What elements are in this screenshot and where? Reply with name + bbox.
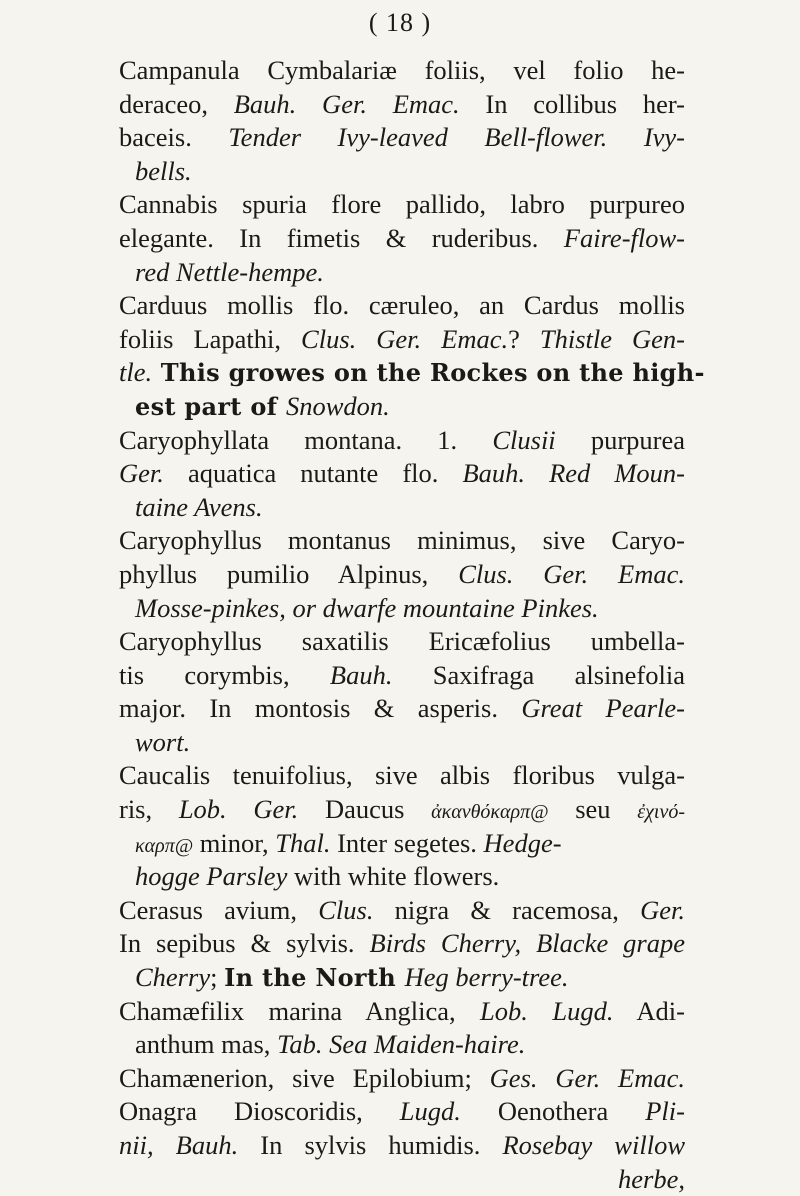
text-segment: Clus.: [318, 894, 374, 925]
text-segment: Mosse-pinkes, or dwarfe mountaine Pinkes.: [135, 592, 599, 623]
text-segment: Snowdon.: [285, 390, 390, 421]
text-line: [119, 222, 685, 256]
body-text: [119, 54, 705, 1196]
text-segment: Caryophyllata montana. 1.: [119, 424, 493, 455]
text-line: [119, 1129, 685, 1163]
text-segment: Heg berry-tree.: [404, 962, 569, 993]
text-line: [119, 759, 685, 793]
text-segment: Daucus: [298, 794, 432, 825]
text-segment: Oenothera: [460, 1096, 646, 1127]
text-segment: nigra & racemosa,: [373, 894, 641, 925]
text-segment: aquatica nutante flo.: [163, 458, 463, 489]
text-segment: minor,: [193, 827, 276, 858]
text-segment: Chamæfilix marina Anglica,: [119, 995, 481, 1026]
text-segment: Clusii: [492, 424, 556, 455]
text-segment: Bauh. Red Moun-: [462, 458, 685, 489]
text-segment: Caucalis tenuifolius, sive albis floribus vulga-: [119, 760, 685, 791]
text-segment: Cerasus avium,: [119, 894, 319, 925]
text-segment: Thistle Gen-: [539, 323, 685, 354]
text-line: [119, 995, 685, 1029]
text-segment: phyllus pumilio Alpinus,: [119, 558, 459, 589]
text-segment: Lob. Ger.: [178, 794, 299, 825]
text-line: [119, 356, 705, 390]
text-segment: Rosebay willow: [502, 1130, 685, 1160]
text-segment: Carduus mollis flo. cæruleo, an Cardus mollis: [119, 290, 685, 321]
text-segment: red Nettle-hempe.: [135, 256, 324, 287]
text-segment: In collibus her-: [459, 88, 685, 119]
text-segment: Hedge-: [483, 827, 562, 858]
text-segment: Faire-flow-: [563, 222, 685, 253]
text-segment: tle.: [119, 357, 153, 388]
text-segment: In sepibus & sylvis.: [119, 928, 370, 959]
text-line: [119, 457, 685, 491]
text-segment: baceis.: [119, 122, 229, 153]
text-line: [119, 927, 685, 961]
text-line: [119, 155, 685, 189]
text-segment: Pli-: [645, 1096, 685, 1127]
text-segment: seu: [548, 794, 638, 825]
text-line: [119, 860, 685, 894]
text-line: [119, 726, 685, 760]
text-line: [119, 289, 685, 323]
text-segment: Bauh. Ger. Emac.: [233, 88, 460, 119]
text-segment: Birds Cherry, Blacke grape: [369, 928, 685, 959]
text-line: [119, 88, 685, 122]
text-segment: taine Avens.: [135, 491, 263, 522]
text-line: [119, 625, 685, 659]
text-line: [119, 592, 685, 626]
text-segment: Lob. Lugd.: [480, 995, 614, 1026]
text-segment: anthum mas,: [135, 1029, 278, 1060]
text-segment: Saxifraga alsinefolia: [392, 659, 685, 690]
text-line: [119, 491, 685, 525]
text-segment: This growes on the Rockes on the high-: [152, 358, 705, 388]
text-segment: ;: [210, 962, 225, 993]
text-segment: Campanula Cymbalariæ foliis, vel folio he-: [119, 55, 685, 85]
text-segment: Lugd.: [399, 1096, 461, 1127]
text-segment: Ger.: [119, 458, 164, 489]
text-segment: Caryophyllus montanus minimus, sive Caryo-: [119, 525, 685, 556]
text-segment: Tab. Sea Maiden-haire.: [277, 1029, 526, 1060]
text-segment: Thal.: [275, 827, 331, 858]
text-line: [119, 524, 685, 558]
text-line: [119, 1062, 685, 1096]
text-line: [119, 1028, 685, 1062]
text-segment: Clus. Ger. Emac.: [458, 558, 686, 589]
text-segment: Tender Ivy-leaved Bell-flower. Ivy-: [228, 122, 685, 153]
text-line: [119, 793, 685, 827]
text-segment: herbe,: [618, 1163, 685, 1194]
text-line: [119, 692, 685, 726]
text-line: [119, 894, 685, 928]
text-line: [119, 659, 685, 693]
text-segment: In sylvis humidis.: [238, 1130, 503, 1160]
text-segment: Onagra Dioscoridis,: [119, 1096, 400, 1127]
text-segment: Cannabis spuria flore pallido, labro purpureo: [119, 189, 685, 220]
text-segment: Cherry: [135, 962, 211, 993]
text-segment: Adi-: [613, 995, 685, 1026]
text-segment: Ges. Ger. Emac.: [489, 1062, 685, 1093]
text-line: [119, 1163, 685, 1196]
text-line: [119, 121, 685, 155]
text-segment: Great Pearle-: [521, 693, 685, 724]
text-line: [119, 558, 685, 592]
text-segment: wort.: [135, 726, 191, 757]
page-number: ( 18 ): [368, 8, 432, 37]
text-segment: major. In montosis & asperis.: [119, 693, 522, 724]
text-line: [119, 188, 685, 222]
text-segment: Inter segetes.: [330, 827, 484, 858]
text-segment: ?: [508, 323, 540, 354]
text-line: [119, 256, 685, 290]
text-line: [119, 827, 685, 861]
text-segment: ris,: [119, 794, 179, 825]
text-segment: bells.: [135, 155, 192, 186]
text-segment: καρπ@: [135, 834, 194, 857]
text-segment: est part of: [135, 391, 286, 421]
text-line: [119, 1095, 685, 1129]
text-segment: deraceo,: [119, 88, 234, 119]
text-segment: hogge Parsley: [135, 861, 288, 892]
text-segment: purpurea: [555, 424, 685, 455]
text-segment: ἐχινό-: [637, 801, 686, 824]
text-segment: Caryophyllus saxatilis Ericæfolius umbella-: [119, 626, 685, 657]
text-segment: In the North: [224, 963, 405, 993]
text-segment: tis corymbis,: [119, 659, 330, 690]
text-segment: Ger.: [640, 894, 685, 925]
text-segment: foliis Lapathi,: [119, 323, 302, 354]
text-segment: with white flowers.: [287, 861, 500, 892]
text-segment: elegante. In fimetis & ruderibus.: [119, 222, 564, 253]
text-segment: Clus. Ger. Emac.: [301, 323, 509, 354]
text-segment: Chamænerion, sive Epilobium;: [119, 1062, 490, 1093]
text-segment: Bauh.: [329, 659, 393, 690]
text-segment: ἀκανθόκαρπ@: [431, 801, 549, 824]
text-line: [119, 424, 685, 458]
text-segment: nii, Bauh.: [119, 1130, 239, 1160]
text-line: [119, 390, 685, 424]
text-line: [119, 54, 685, 88]
text-line: [119, 961, 685, 995]
text-line: [119, 323, 685, 357]
